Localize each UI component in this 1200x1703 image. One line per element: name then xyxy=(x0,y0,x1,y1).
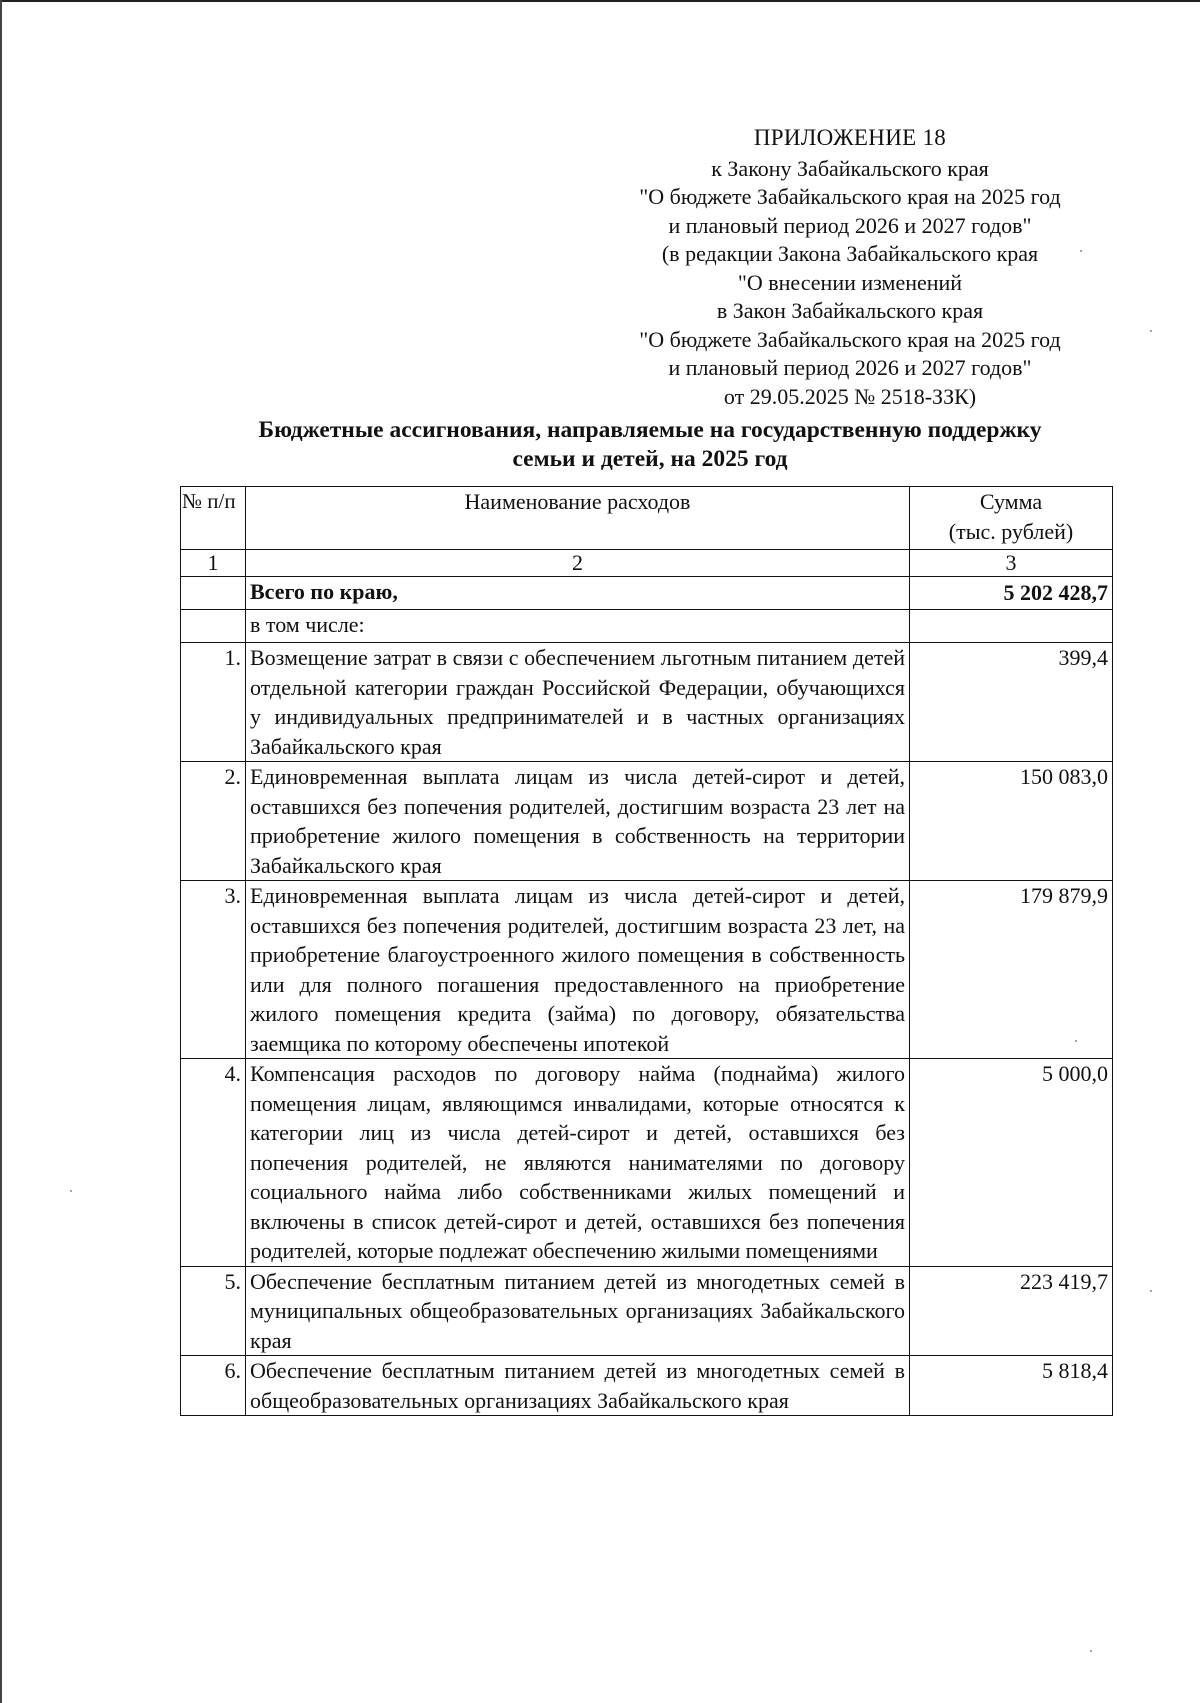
row-description: Единовременная выплата лицам из числа детей-сирот и детей, оставшихся без попечения родителей, достигшим возраста 23 лет на приобретение жилого помещения в собственность на территории Забайкальского края xyxy=(246,762,910,881)
header-sum-unit: (тыс. рублей) xyxy=(948,518,1074,544)
annex-block xyxy=(600,124,1100,411)
column-number: 2 xyxy=(246,550,910,577)
table-row xyxy=(181,1266,1113,1356)
row-number: 1. xyxy=(181,643,246,762)
row-description: Компенсация расходов по договору найма (поднайма) жилого помещения лицам, являющимся инвалидами, которые относятся к категории лиц из числа детей-сирот и детей, оставшихся без попечения родителей, не являются нанимателями по договору социального найма либо собственниками жилых помещений и включены в список детей-сирот и детей, оставшихся без попечения родителей, которые подлежат обеспечению жилыми помещениями xyxy=(246,1059,910,1267)
annex-line: и плановый период 2026 и 2027 годов" xyxy=(668,212,1032,238)
row-description: Возмещение затрат в связи с обеспечением льготным питанием детей отдельной категории граждан Российской Федерации, обучающихся у индивидуальных предпринимателей и в частных организациях Забайкальского края xyxy=(246,643,910,762)
row-number: 3. xyxy=(181,881,246,1059)
table-row xyxy=(181,762,1113,881)
row-amount: 5 000,0 xyxy=(910,1059,1113,1267)
document-title xyxy=(180,416,1120,474)
row-number: 6. xyxy=(181,1356,246,1416)
title-line: Бюджетные ассигнования, направляемые на государственную поддержку xyxy=(258,417,1042,443)
row-description: Обеспечение бесплатным питанием детей из многодетных семей в муниципальных общеобразовательных организациях Забайкальского края xyxy=(246,1266,910,1356)
scan-speck xyxy=(1150,330,1152,332)
table-row xyxy=(181,1356,1113,1416)
title-line: семьи и детей, на 2025 год xyxy=(512,446,788,472)
scan-speck xyxy=(1090,1650,1092,1652)
total-row xyxy=(181,577,1113,610)
column-number: 3 xyxy=(910,550,1113,577)
header-sum xyxy=(910,487,1113,550)
total-num-cell xyxy=(181,577,246,610)
annex-line: "О бюджете Забайкальского края на 2025 год xyxy=(639,184,1061,209)
scan-speck xyxy=(1080,250,1082,252)
annex-line: в Закон Забайкальского края xyxy=(716,298,984,323)
scan-edge-top xyxy=(0,0,1200,2)
row-description: Единовременная выплата лицам из числа детей-сирот и детей, оставшихся без попечения родителей, достигшим возраста 23 лет, на приобретение благоустроенного жилого помещения в собственность или для полного погашения предоставленного на приобретение жилого помещения кредита (займа) по договору, обязательства заемщика по которому обеспечены ипотекой xyxy=(246,881,910,1059)
annex-line: "О внесении изменений xyxy=(737,269,963,295)
row-amount: 223 419,7 xyxy=(910,1266,1113,1356)
row-amount: 150 083,0 xyxy=(910,762,1113,881)
annex-line: "О бюджете Забайкальского края на 2025 год xyxy=(639,326,1061,352)
annex-line: к Закону Забайкальского края xyxy=(711,155,989,181)
table-row xyxy=(181,1059,1113,1267)
scan-speck xyxy=(1075,1040,1077,1042)
total-amount: 5 202 428,7 xyxy=(910,577,1113,610)
annex-heading: ПРИЛОЖЕНИЕ 18 xyxy=(753,125,947,150)
annex-line: и плановый период 2026 и 2027 годов" xyxy=(668,355,1032,380)
scan-edge-left xyxy=(0,0,2,1703)
row-number: 5. xyxy=(181,1266,246,1356)
budget-table xyxy=(180,486,1113,1416)
annex-line: (в редакции Закона Забайкальского края xyxy=(661,241,1039,266)
table-header-row xyxy=(181,487,1113,550)
column-number-row xyxy=(181,550,1113,577)
scan-speck xyxy=(70,1190,72,1192)
row-number: 4. xyxy=(181,1059,246,1267)
table-row xyxy=(181,643,1113,762)
including-label: в том числе: xyxy=(246,610,910,643)
including-amount-cell xyxy=(910,610,1113,643)
including-row xyxy=(181,610,1113,643)
total-label: Всего по краю, xyxy=(246,577,910,610)
table-row xyxy=(181,881,1113,1059)
including-num-cell xyxy=(181,610,246,643)
header-num: № п/п xyxy=(181,487,246,550)
column-number: 1 xyxy=(181,550,246,577)
row-amount: 399,4 xyxy=(910,643,1113,762)
row-number: 2. xyxy=(181,762,246,881)
header-name: Наименование расходов xyxy=(246,487,910,550)
header-sum-title: Сумма xyxy=(979,489,1043,514)
scan-speck xyxy=(1150,1290,1152,1292)
row-amount: 5 818,4 xyxy=(910,1356,1113,1416)
row-description: Обеспечение бесплатным питанием детей из многодетных семей в общеобразовательных организациях Забайкальского края xyxy=(246,1356,910,1416)
row-amount: 179 879,9 xyxy=(910,881,1113,1059)
annex-line: от 29.05.2025 № 2518-ЗЗК) xyxy=(723,383,977,409)
